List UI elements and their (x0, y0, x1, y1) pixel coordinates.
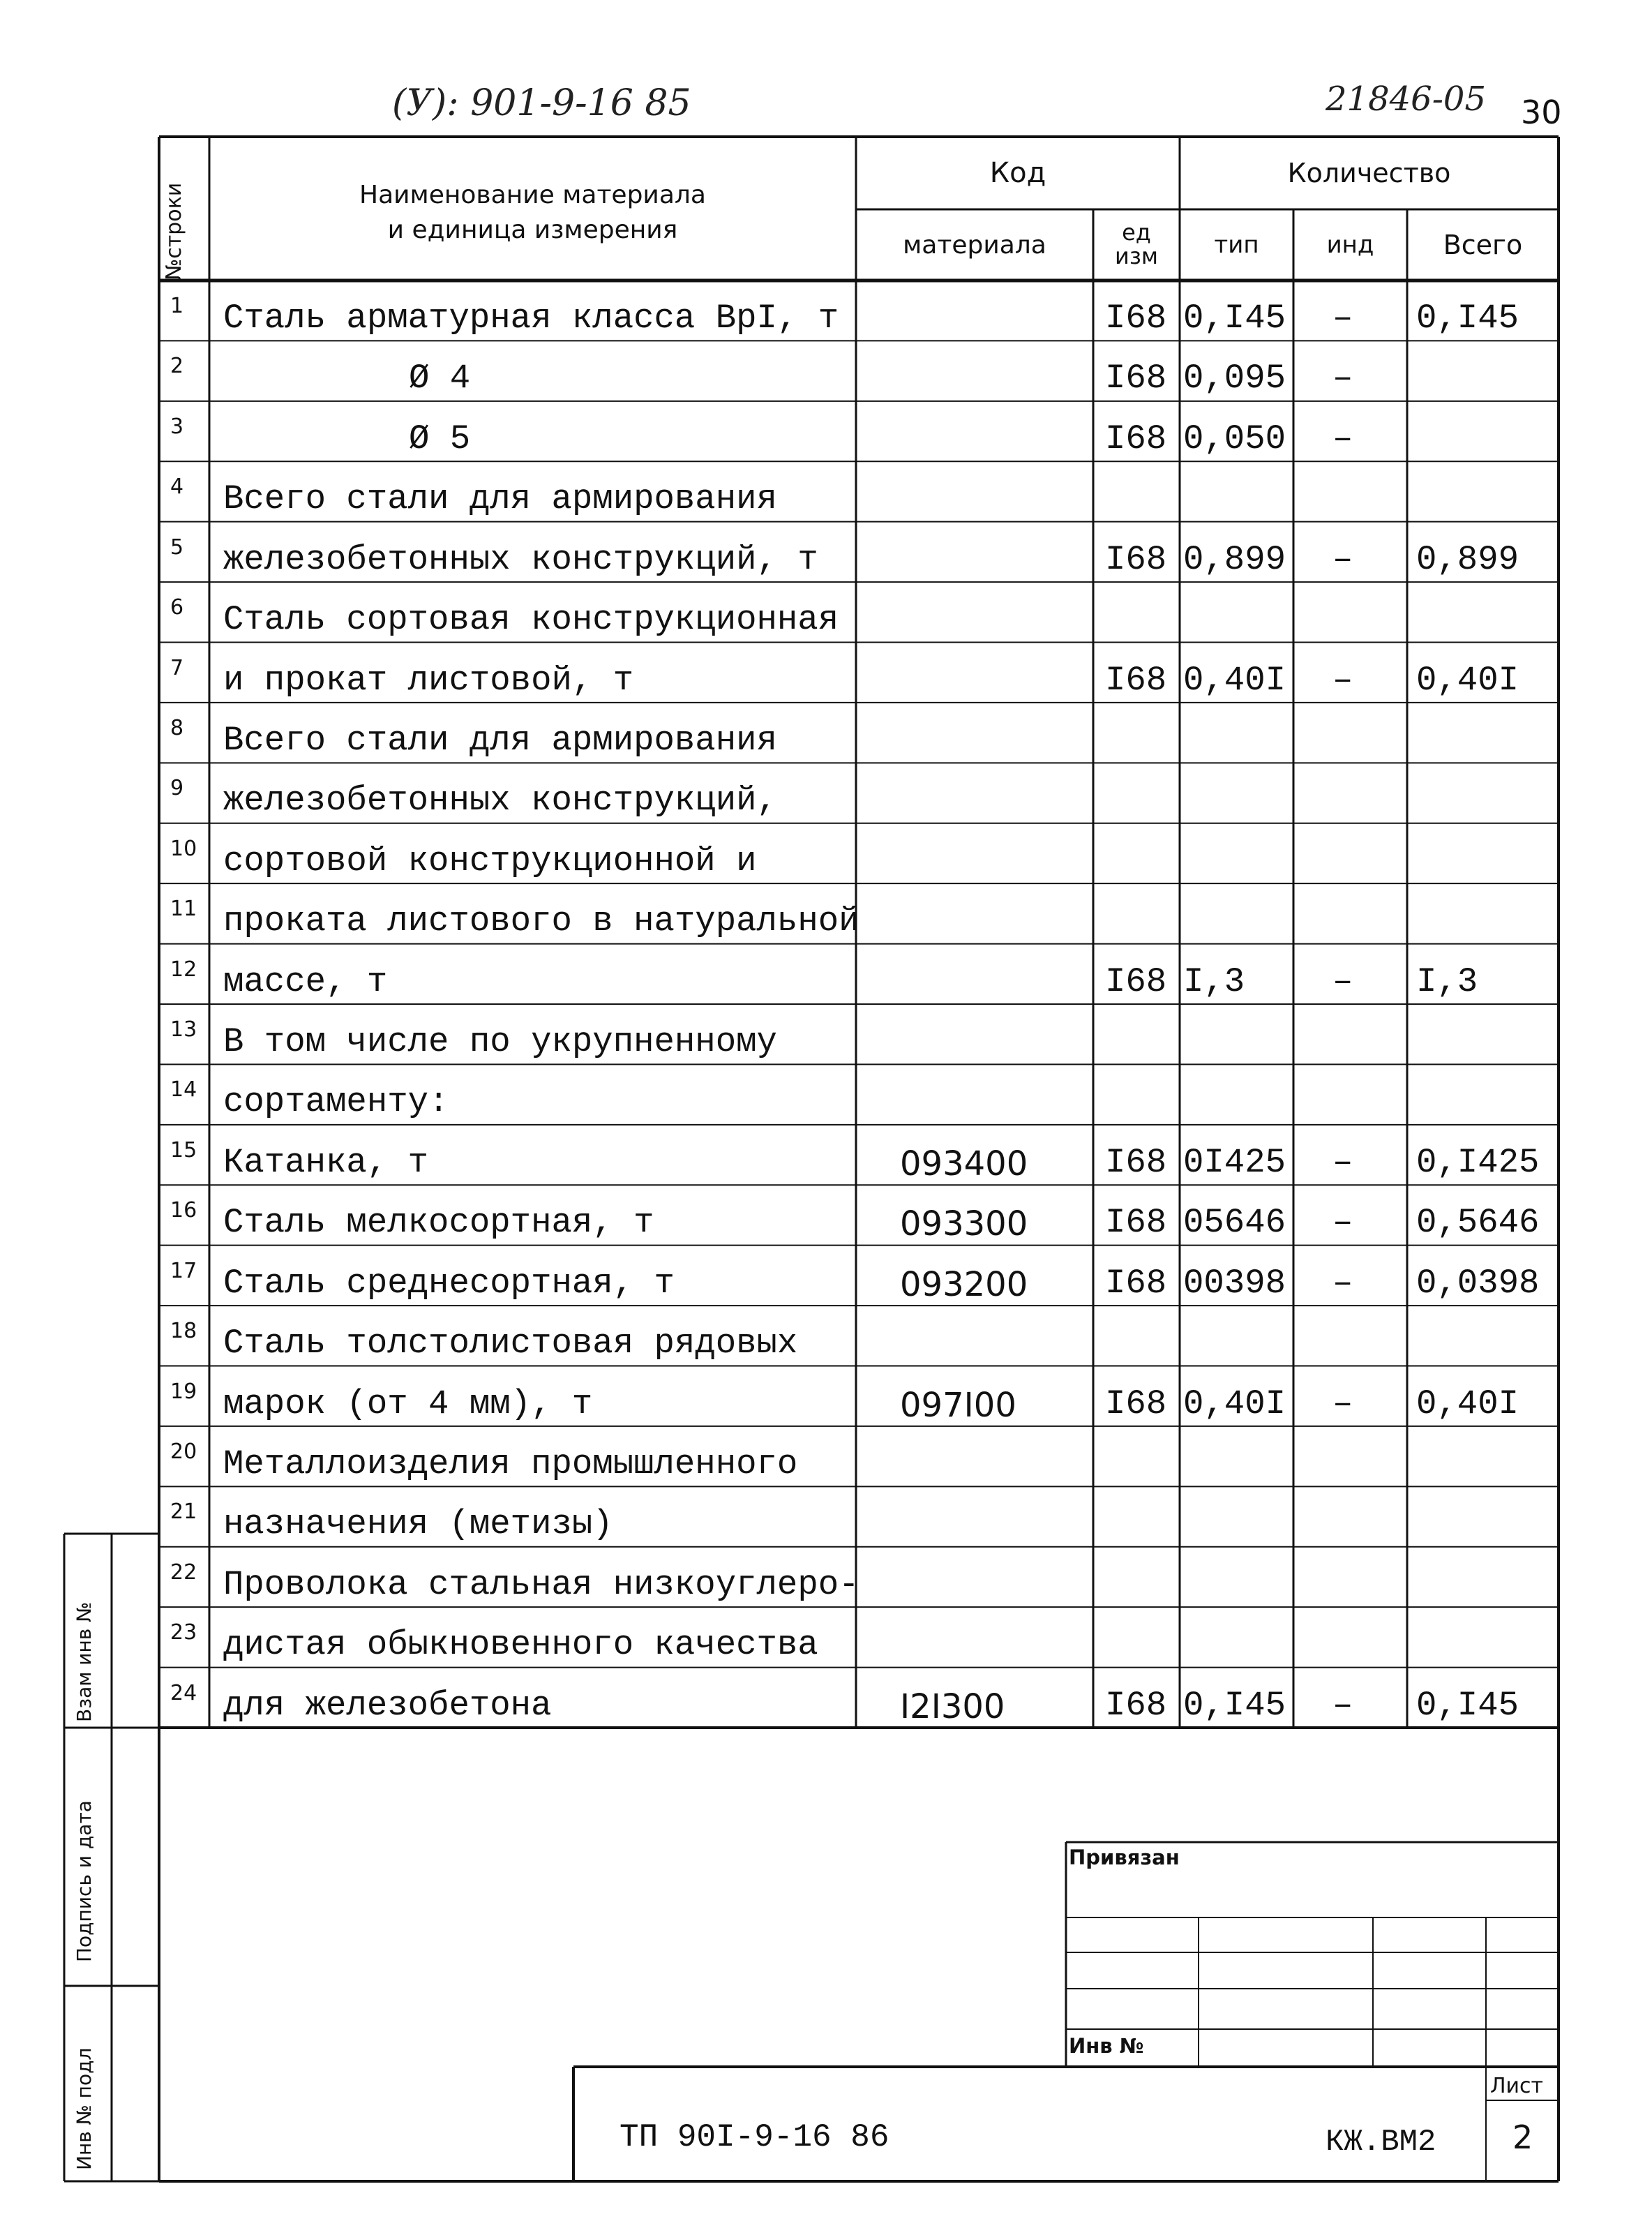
row-number: 10 (170, 836, 197, 861)
row-name: проката листового в натуральной (223, 902, 859, 941)
title-sheet-label: Лист (1490, 2074, 1544, 2098)
row-number: 8 (170, 715, 184, 740)
row-unit: I68 (1105, 419, 1167, 458)
row-unit: I68 (1105, 962, 1167, 1001)
row-qty-total: 0,5646 (1416, 1203, 1540, 1243)
row-name: Металлоизделия промышленного (223, 1444, 798, 1483)
row-number: 9 (170, 776, 184, 801)
header-name-line1: Наименование материала (359, 180, 706, 209)
row-number: 15 (170, 1137, 197, 1162)
row-unit: I68 (1105, 660, 1167, 700)
row-name: железобетонных конструкций, т (223, 539, 818, 579)
row-qty-type: 0,40I (1183, 1384, 1286, 1423)
row-name: Всего стали для армирования (223, 479, 777, 519)
row-number: 23 (170, 1620, 197, 1645)
row-number: 11 (170, 897, 197, 922)
title-doc-code: ТП 90I-9-16 86 (620, 2119, 889, 2155)
row-number: 1 (170, 294, 184, 318)
row-code: I2I300 (900, 1687, 1005, 1726)
row-qty-total: 0,899 (1416, 539, 1519, 579)
row-number: 22 (170, 1560, 197, 1585)
row-name: назначения (метизы) (223, 1504, 613, 1544)
row-name: для железобетона (223, 1685, 552, 1725)
header-qty-type: тип (1214, 231, 1259, 259)
header-quantity-group: Количество (1287, 158, 1451, 188)
stamp-sign-date: Подпись и дата (73, 1800, 96, 1962)
row-name: марок (от 4 мм), т (223, 1384, 593, 1423)
row-qty-ind: – (1332, 419, 1353, 458)
header-unit (1093, 209, 1180, 281)
row-number: 2 (170, 354, 184, 379)
row-code: 097I00 (900, 1385, 1016, 1425)
row-name: железобетонных конструкций, (223, 781, 777, 821)
row-qty-ind: – (1332, 1685, 1353, 1725)
title-privyazan: Привязан (1069, 1846, 1180, 1869)
title-inv-no: Инв № (1069, 2034, 1144, 2058)
header-name-line2: и единица измерения (387, 216, 678, 244)
row-qty-type: I,3 (1183, 962, 1245, 1001)
row-unit: I68 (1105, 299, 1167, 338)
row-qty-ind: – (1332, 539, 1353, 579)
row-name: сортовой конструкционной и (223, 841, 757, 881)
row-code: 093300 (900, 1204, 1028, 1244)
stamp-inv-no-podl: Инв № подл (73, 2047, 96, 2170)
row-name: Проволока стальная низкоуглеро- (223, 1564, 859, 1604)
row-qty-type: 0,I45 (1183, 299, 1286, 338)
row-number: 21 (170, 1500, 197, 1525)
header-row-number: №строки (162, 182, 186, 281)
header-code-group: Код (989, 157, 1046, 189)
row-qty-ind: – (1332, 1142, 1353, 1182)
title-sheet-code: КЖ.ВМ2 (1326, 2125, 1436, 2160)
doc-ref-left: (У): 901-9-16 85 (392, 82, 691, 124)
row-unit: I68 (1105, 359, 1167, 398)
row-name: и прокат листовой, т (223, 660, 634, 700)
row-name: Сталь среднесортная, т (223, 1263, 675, 1303)
header-name (209, 147, 856, 279)
row-name: Ø 4 (409, 359, 471, 398)
row-name: Сталь толстолистовая рядовых (223, 1324, 798, 1363)
row-qty-type: 0,I45 (1183, 1685, 1286, 1725)
row-qty-type: 0,40I (1183, 660, 1286, 700)
row-qty-ind: – (1332, 1263, 1353, 1303)
row-qty-ind: – (1332, 962, 1353, 1001)
header-unit-line2: изм (1115, 243, 1158, 269)
row-name: Сталь арматурная класса BpI, т (223, 299, 839, 338)
header-code-material: материала (903, 230, 1046, 260)
row-qty-ind: – (1332, 1203, 1353, 1243)
row-name: сортаменту: (223, 1082, 449, 1122)
row-number: 4 (170, 474, 184, 500)
page-number: 30 (1521, 94, 1562, 131)
row-qty-ind: – (1332, 299, 1353, 338)
row-name: Сталь мелкосортная, т (223, 1203, 654, 1243)
row-qty-ind: – (1332, 359, 1353, 398)
row-code: 093400 (900, 1144, 1028, 1183)
row-qty-type: 00398 (1183, 1263, 1286, 1303)
row-number: 17 (170, 1258, 197, 1283)
row-number: 13 (170, 1017, 197, 1042)
stamp-inv-no-vzam: Взам инв № (73, 1601, 96, 1722)
row-unit: I68 (1105, 1685, 1167, 1725)
row-name: Катанка, т (223, 1142, 429, 1182)
row-name: В том числе по укрупненному (223, 1022, 777, 1061)
row-number: 16 (170, 1198, 197, 1223)
row-qty-total: 0,40I (1416, 1384, 1519, 1423)
row-number: 5 (170, 534, 184, 560)
row-number: 24 (170, 1680, 197, 1705)
row-qty-total: 0,0398 (1416, 1263, 1540, 1303)
header-unit-line1: ед (1122, 219, 1151, 246)
row-unit: I68 (1105, 1384, 1167, 1423)
row-name: дистая обыкновенного качества (223, 1625, 818, 1665)
row-qty-total: 0,I45 (1416, 299, 1519, 338)
row-qty-total: 0,I425 (1416, 1142, 1540, 1182)
row-qty-ind: – (1332, 1384, 1353, 1423)
row-unit: I68 (1105, 1263, 1167, 1303)
row-number: 20 (170, 1439, 197, 1464)
row-qty-type: 05646 (1183, 1203, 1286, 1243)
header-qty-total: Всего (1443, 230, 1523, 260)
title-sheet-number: 2 (1512, 2118, 1533, 2156)
row-number: 3 (170, 414, 184, 439)
row-name: Ø 5 (409, 419, 471, 458)
row-number: 7 (170, 655, 184, 680)
row-unit: I68 (1105, 539, 1167, 579)
row-number: 6 (170, 595, 184, 620)
row-number: 19 (170, 1379, 197, 1404)
row-name: Всего стали для армирования (223, 720, 777, 760)
row-name: Сталь сортовая конструкционная (223, 600, 839, 640)
row-name: массе, т (223, 962, 388, 1001)
row-qty-type: 0,899 (1183, 539, 1286, 579)
row-unit: I68 (1105, 1203, 1167, 1243)
row-qty-ind: – (1332, 660, 1353, 700)
doc-ref-right: 21846-05 (1326, 80, 1486, 119)
row-unit: I68 (1105, 1142, 1167, 1182)
row-qty-total: I,3 (1416, 962, 1478, 1001)
row-qty-type: 0I425 (1183, 1142, 1286, 1182)
row-code: 093200 (900, 1264, 1028, 1304)
row-number: 18 (170, 1319, 197, 1344)
row-qty-type: 0,095 (1183, 359, 1286, 398)
row-number: 12 (170, 957, 197, 982)
row-qty-total: 0,40I (1416, 660, 1519, 700)
row-number: 14 (170, 1077, 197, 1102)
row-qty-type: 0,050 (1183, 419, 1286, 458)
header-qty-ind: инд (1326, 231, 1374, 259)
row-qty-total: 0,I45 (1416, 1685, 1519, 1725)
